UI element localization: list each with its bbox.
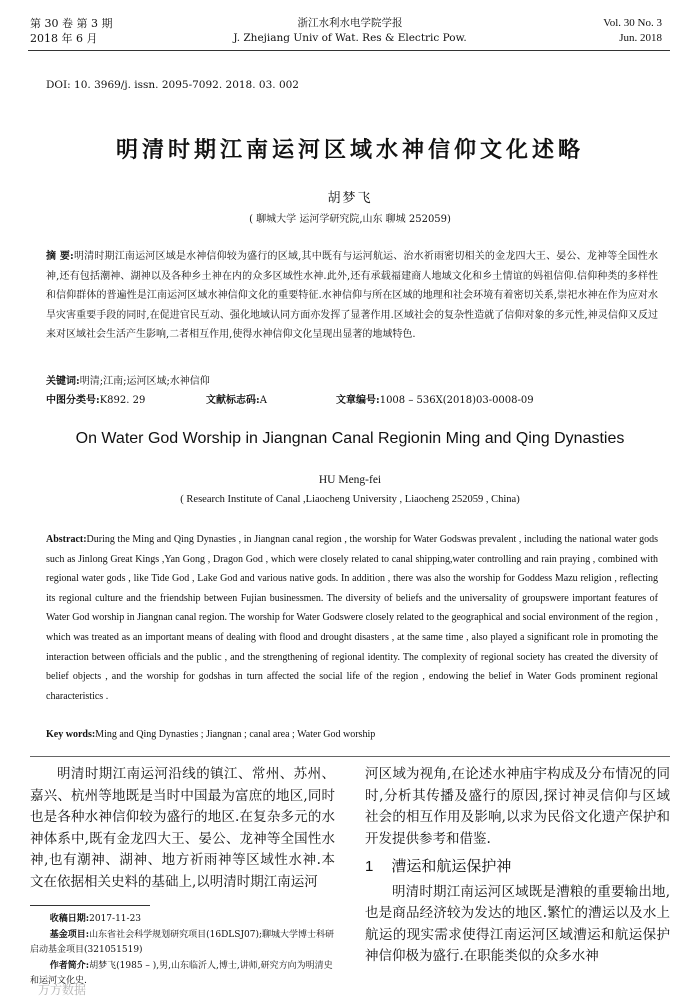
section-number: 1: [365, 858, 374, 875]
section-heading: [365, 856, 670, 878]
clc-code: 中图分类号:K892. 29: [46, 395, 146, 406]
title-en: On Water God Worship in Jiangnan Canal Regionin Ming and Qing Dynasties: [75, 430, 625, 447]
body-paragraph: 明清时期江南运河区域既是漕粮的重要输出地,也是商品经济较为发达的地区.繁忙的漕运以及水上航运的现实需求使得江南运河区域漕运和航运保护神信仰极为盛行.在职能类似的众多水神: [365, 883, 670, 964]
keywords-en: [46, 729, 375, 740]
header-vol-no: Vol. 30 No. 3: [603, 17, 662, 29]
title-cn: 明清时期江南运河区域水神信仰文化述略: [115, 137, 584, 163]
footnote-received: 收稿日期:2017-11-23: [49, 914, 142, 924]
affiliation-cn: ( 聊城大学 运河学研究院,山东 聊城 252059): [249, 214, 451, 225]
header-journal-cn: 浙江水利水电学院学报: [297, 17, 403, 29]
author-cn: 胡梦飞: [327, 191, 373, 206]
keywords-en-text: Ming and Qing Dynasties ; Jiangnan ; canal area ; Water God worship: [95, 729, 376, 740]
header-volume-en: [603, 16, 662, 46]
header-rule: [28, 50, 670, 51]
header-date-en: Jun. 2018: [619, 32, 662, 44]
keywords-cn-text: 明清;江南;运河区域;水神信仰: [79, 376, 210, 387]
footnote-author: 作者简介:胡梦飞(1985 – ),男,山东临沂人,博士,讲师,研究方向为明清史和运河文化史.: [30, 960, 333, 986]
footnote-fund: 基金项目:山东省社会科学规划研究项目(16DLSJ07);聊城大学博士科研启动基金项目(321051519): [30, 929, 335, 955]
header-date-cn: 2018 年 6 月: [30, 32, 98, 45]
watermark: 万方数据: [38, 983, 87, 997]
author-en: HU Meng-fei: [318, 474, 382, 486]
abstract-en: [46, 530, 658, 706]
abstract-cn-text: 明清时期江南运河区域是水神信仰较为盛行的区域,其中既有与运河航运、治水祈雨密切相关的金龙四大王、晏公、龙神等全国性水神,还有包括潮神、湖神以及各种乡土神在内的众多区域性水神.此外,还有承载福建商人地域文化和乡土情谊的妈祖信仰.信仰种类的多样性和信仰群体的普遍性是江南运河区域水神信仰文化的重要特征.水神信仰与所在区域的地理和社会环境有着密切关系,崇祀水神在作为应对水旱灾害重要手段的同时,在促进官民互动、强化地域认同方面亦发挥了显著作用.区域社会的复杂性造就了信仰对象的多元性,神灵信仰又反过来对区域社会生活产生影响,二者相互作用,使得水神信仰文化呈现出显著的地域特色.: [46, 251, 658, 340]
keywords-cn-label: 关键词:: [46, 376, 80, 387]
header-journal-en: J. Zhejiang Univ of Wat. Res & Electric Pow.: [233, 32, 467, 44]
abstract-en-text: During the Ming and Qing Dynasties , in Jiangnan canal region , the worship for Water Godswas prevalent , including the national water gods such as Jinlong Great Kings ,Yan Gong , Dragon God , which were closely related to canal shipping,water controlling and rain praying , combined with regional water gods , like Tide God , Lake God and various native gods. In addition , there was also the worship for Goddess Mazu religion , reflecting its regional culture and the friendship between Fujian businessmen. The diversity of beliefs and the universality of groupswere important features of Water God worship in Jiangnan canal region. The worship for Water Godswere closely related to the geographical and social environment of the region , which was treated as an important means of dealing with flood and drought disasters , at the same time , also played a significant role in promoting the interaction between officials and the public , and the strengthening of regional identity. The complexity of regional society has created the diversity of belief objects , and the worship for godshas in turn affected the social life of the region , endowing the belief in Water Gods prominent regional characteristics .: [46, 534, 658, 702]
document-code: 文献标志码:A: [206, 395, 267, 406]
footnote: [30, 912, 335, 990]
abstract-cn-label: 摘 要:: [46, 251, 74, 262]
body-paragraph: 河区域为视角,在论述水神庙宇构成及分布情况的同时,分析其传播及盛行的原因,探讨神灵信仰与区域社会的相互作用及影响,以求为民俗文化遗产保护和开发提供参考和借鉴.: [365, 766, 670, 847]
doi[interactable]: DOI: 10. 3969/j. issn. 2095-7092. 2018. 03. 002: [46, 79, 299, 91]
footnote-rule: [30, 905, 150, 906]
affiliation-en: ( Research Institute of Canal ,Liaocheng University , Liaocheng 252059 , China): [180, 494, 520, 505]
article-number: 文章编号:1008 – 536X(2018)03-0008-09: [336, 395, 534, 406]
header-journal: [200, 16, 500, 46]
body-right-column: [365, 764, 670, 968]
abstract-en-label: Abstract:: [46, 534, 87, 545]
section-divider: [30, 756, 670, 757]
keywords-en-label: Key words:: [46, 729, 96, 740]
abstract-cn: [46, 247, 658, 345]
section-title: 漕运和航运保护神: [391, 857, 512, 875]
body-left-column: [30, 764, 335, 893]
header-issue-info: [30, 16, 112, 46]
body-paragraph: 明清时期江南运河沿线的镇江、常州、苏州、嘉兴、杭州等地既是当时中国最为富庶的地区,同时也是各种水神信仰较为盛行的地区.在复杂多元的水神体系中,既有金龙四大王、晏公、龙神等全国性水神,也有潮神、湖神、地方祈雨神等区域性水神.本文在依据相关史料的基础上,以明清时期江南运河: [30, 766, 335, 890]
header-volume-issue: 第 30 卷 第 3 期: [30, 17, 113, 30]
keywords-cn: [46, 372, 210, 387]
